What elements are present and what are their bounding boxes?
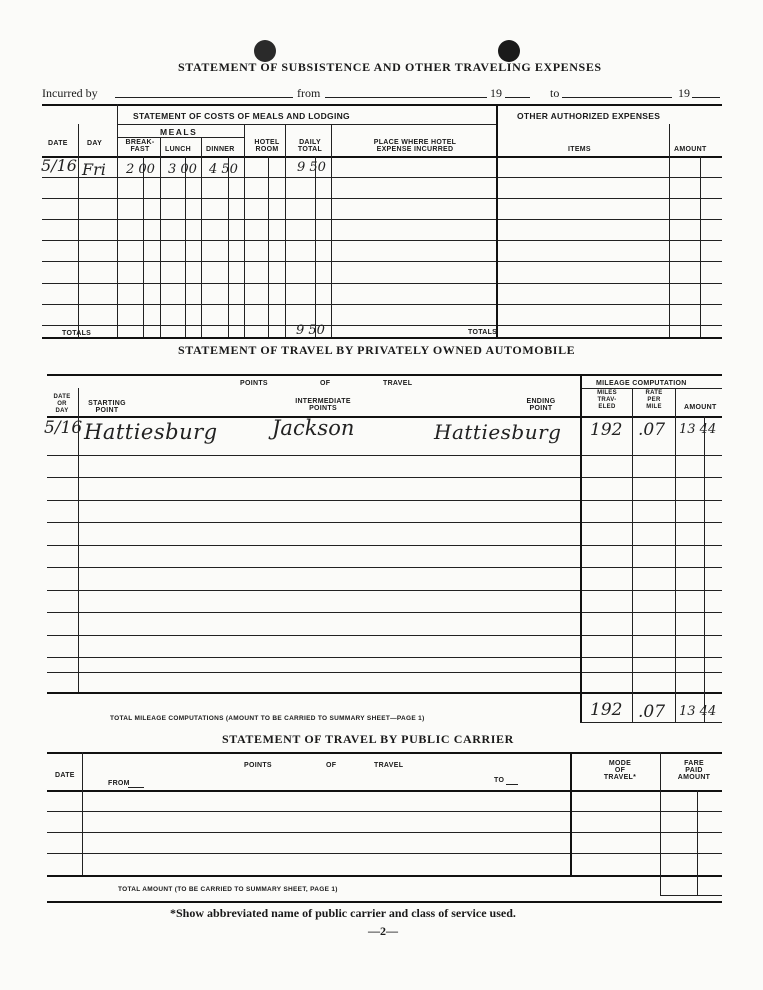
col-place: PLACE WHERE HOTEL EXPENSE INCURRED — [373, 139, 457, 153]
auto-col-divider — [580, 374, 582, 722]
to-field[interactable] — [562, 97, 672, 98]
auto-entry-ending: Hattiesburg — [434, 420, 562, 444]
meals-col-divider — [285, 124, 286, 337]
auto-col-miles: MILES TRAV- ELED — [597, 390, 617, 410]
from-label: from — [297, 86, 321, 100]
auto-col-ending: ENDING POINT — [526, 398, 556, 412]
cents-divider — [315, 156, 316, 337]
meals-table-bottom — [42, 337, 722, 339]
meals-group-label: MEALS — [160, 127, 198, 137]
carrier-col-divider — [82, 752, 83, 875]
auto-total-rule — [580, 722, 722, 723]
page-number: —2— — [368, 924, 398, 938]
auto-col-rate: RATE PER MILE — [645, 390, 663, 410]
meals-row-line — [42, 325, 722, 326]
carrier-from-field[interactable] — [128, 787, 144, 788]
col-day: DAY — [87, 140, 103, 147]
meals-col-divider — [331, 124, 332, 337]
meals-col-divider — [496, 104, 498, 337]
auto-row-line — [47, 635, 722, 636]
auto-row-line — [47, 477, 722, 478]
auto-row-line — [47, 500, 722, 501]
col-date: DATE — [48, 140, 68, 147]
col-amount: AMOUNT — [674, 146, 707, 153]
meals-group-rule — [118, 137, 244, 138]
entry-lunch: 3 00 — [168, 162, 197, 177]
meals-row-line — [42, 261, 722, 262]
cents-divider — [185, 156, 186, 337]
auto-col-starting: STARTING POINT — [88, 400, 126, 414]
meals-table-top — [42, 104, 722, 106]
auto-row-line — [47, 567, 722, 568]
carrier-of-label: OF — [326, 762, 337, 769]
meals-row-line — [42, 219, 722, 220]
auto-row-line — [47, 657, 722, 658]
carrier-travel-label: TRAVEL — [374, 762, 404, 769]
col-breakfast: BREAK- FAST — [125, 139, 155, 153]
auto-cents-divider — [704, 416, 705, 722]
meals-col-divider — [201, 137, 202, 337]
auto-entry-intermediate: Jackson — [272, 416, 355, 440]
totals-label-right: TOTALS — [468, 329, 498, 336]
carrier-total-rule-full — [47, 901, 722, 903]
auto-entry-date: 5/16 — [44, 418, 83, 438]
auto-table-top — [47, 374, 722, 376]
auto-col-amount: AMOUNT — [684, 404, 717, 411]
carrier-col-divider — [570, 752, 572, 875]
carrier-col-fare: FARE PAID AMOUNT — [677, 760, 711, 781]
auto-total-label: TOTAL MILEAGE COMPUTATIONS (AMOUNT TO BE CARRIED TO SUMMARY SHEET—PAGE 1) — [110, 715, 425, 722]
carrier-total-label: TOTAL AMOUNT (TO BE CARRIED TO SUMMARY SHEET, PAGE 1) — [118, 886, 338, 893]
auto-row-line — [47, 455, 722, 456]
footnote: *Show abbreviated name of public carrier and class of service used. — [170, 906, 516, 920]
cents-divider — [228, 156, 229, 337]
carrier-header-bottom — [47, 790, 722, 792]
carrier-row-line — [47, 832, 722, 833]
carrier-col-date: DATE — [55, 772, 75, 779]
year-field-1[interactable] — [505, 97, 530, 98]
meals-row-line — [42, 240, 722, 241]
cents-divider — [700, 156, 701, 337]
cents-divider — [268, 156, 269, 337]
meals-row-line — [42, 177, 722, 178]
auto-total-rate: .07 — [638, 702, 666, 722]
entry-day: Fri — [82, 160, 106, 179]
carrier-section-title: STATEMENT OF TRAVEL BY PUBLIC CARRIER — [222, 732, 514, 746]
col-items: ITEMS — [568, 146, 591, 153]
carrier-table-top — [47, 752, 722, 754]
entry-date: 5/16 — [41, 156, 77, 175]
carrier-from-label: FROM — [108, 780, 130, 787]
auto-header-bottom — [47, 416, 722, 418]
col-lunch: LUNCH — [165, 146, 191, 153]
carrier-to-field[interactable] — [506, 784, 518, 785]
meals-col-divider — [117, 104, 118, 337]
carrier-row-line — [47, 811, 722, 812]
meals-row-line — [42, 198, 722, 199]
year-field-2[interactable] — [692, 97, 720, 98]
meals-section-title: STATEMENT OF COSTS OF MEALS AND LODGING — [133, 111, 350, 121]
punch-hole-right — [498, 40, 520, 62]
punch-hole-left — [254, 40, 276, 62]
col-daily-total: DAILY TOTAL — [297, 139, 323, 153]
meals-col-divider — [160, 137, 161, 337]
other-expenses-title: OTHER AUTHORIZED EXPENSES — [517, 111, 661, 121]
col-hotel-room: HOTEL ROOM — [254, 139, 280, 153]
entry-breakfast: 2 00 — [126, 162, 155, 177]
meals-header-bottom — [42, 156, 722, 158]
auto-row-line — [47, 545, 722, 546]
meals-row-line — [42, 304, 722, 305]
incurred-by-label: Incurred by — [42, 86, 98, 100]
carrier-row-line — [47, 853, 722, 854]
auto-section-title: STATEMENT OF TRAVEL BY PRIVATELY OWNED AUTOMOBILE — [178, 343, 576, 357]
meals-col-divider — [244, 124, 245, 337]
page-title: STATEMENT OF SUBSISTENCE AND OTHER TRAVELING EXPENSES — [178, 60, 602, 74]
auto-entry-starting: Hattiesburg — [84, 420, 218, 444]
total-daily: 9 50 — [296, 323, 325, 338]
auto-entry-miles: 192 — [590, 420, 623, 440]
auto-row-line — [47, 612, 722, 613]
from-field[interactable] — [325, 97, 487, 98]
auto-col-date: DATE OR DAY — [53, 394, 71, 414]
carrier-cents-divider — [697, 790, 698, 895]
totals-label-left: TOTALS — [62, 330, 92, 337]
year-label-1: 19 — [490, 86, 502, 100]
auto-entry-amount: 13 44 — [679, 422, 717, 437]
meals-col-divider — [669, 124, 670, 337]
auto-total-amount: 13 44 — [679, 704, 717, 719]
auto-total-miles: 192 — [590, 700, 623, 720]
auto-of-label: OF — [320, 380, 331, 387]
carrier-points-label: POINTS — [244, 762, 272, 769]
auto-subhead-rule — [580, 388, 722, 389]
auto-row-line — [47, 672, 722, 673]
auto-col-divider — [632, 388, 633, 722]
mileage-group-label: MILEAGE COMPUTATION — [596, 380, 687, 387]
carrier-total-rule — [660, 895, 722, 896]
incurred-by-field[interactable] — [115, 97, 293, 98]
auto-table-bottom — [47, 692, 722, 694]
meals-col-divider — [78, 124, 79, 337]
auto-travel-label: TRAVEL — [383, 380, 413, 387]
to-label: to — [550, 86, 560, 100]
entry-daily-total: 9 50 — [297, 160, 326, 175]
col-dinner: DINNER — [206, 146, 235, 153]
meals-row-line — [42, 283, 722, 284]
auto-row-line — [47, 590, 722, 591]
auto-points-label: POINTS — [240, 380, 268, 387]
auto-entry-rate: .07 — [638, 420, 666, 440]
carrier-col-mode: MODE OF TRAVEL* — [603, 760, 637, 781]
year-label-2: 19 — [678, 86, 690, 100]
entry-dinner: 4 50 — [209, 162, 238, 177]
meals-title-rule — [118, 124, 496, 125]
carrier-table-bottom — [47, 875, 722, 877]
cents-divider — [143, 156, 144, 337]
auto-col-intermediate: INTERMEDIATE POINTS — [295, 398, 351, 412]
carrier-col-divider — [660, 752, 661, 895]
carrier-to-label: TO — [494, 777, 505, 784]
auto-row-line — [47, 522, 722, 523]
auto-col-divider — [675, 388, 676, 722]
